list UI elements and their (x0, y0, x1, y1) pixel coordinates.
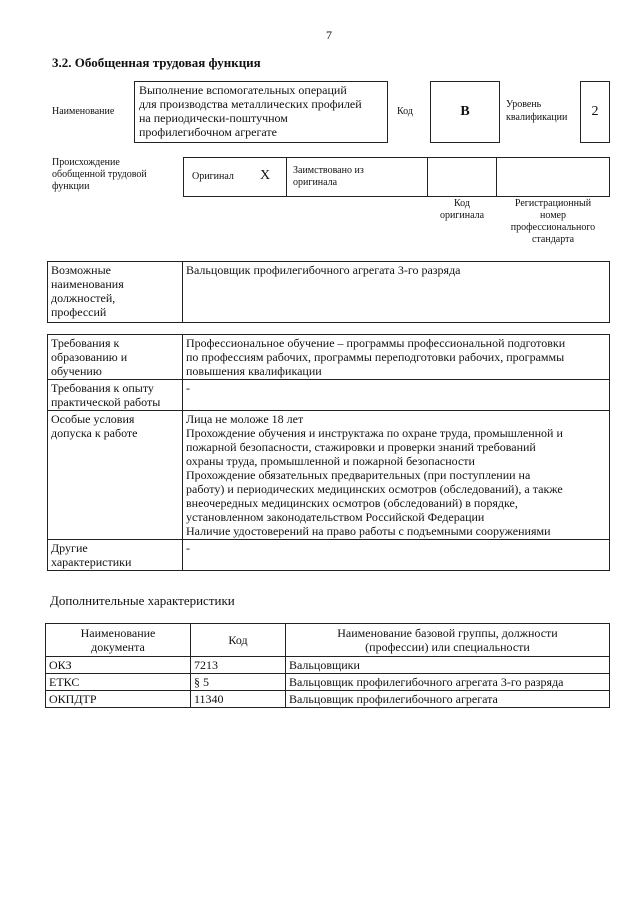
req-value-line: охраны труда, промышленной и пожарной безопасности (186, 454, 475, 468)
positions-label-line: наименования (51, 277, 124, 291)
header-doc-name (46, 624, 191, 657)
code-original-line: оригинала (439, 210, 485, 221)
header-line: документа (91, 640, 145, 654)
req-value-line: Прохождение обязательных предварительных (при поступлении на (186, 468, 531, 482)
header-group-name (286, 624, 610, 657)
req-value-line: - (186, 381, 190, 395)
table-row (48, 262, 610, 323)
header-line: Наименование базовой группы, должности (337, 626, 558, 640)
group-cell: Вальцовщик профилегибочного агрегата 3-го разряда (286, 674, 610, 691)
reg-number-line: Регистрационный (514, 198, 592, 209)
header-code (191, 624, 286, 657)
reg-number-line: стандарта (531, 234, 575, 245)
level-label-line: Уровень (506, 99, 542, 110)
table-row (48, 380, 610, 411)
level-label (506, 98, 567, 124)
level-value-box (580, 81, 610, 143)
origin-code-cell (427, 157, 497, 197)
doc-cell: ОКПДТР (46, 691, 191, 708)
origin-original-cell (183, 157, 287, 197)
req-value-line: Прохождение обучения и инструктажа по охране труда, промышленной и (186, 426, 563, 440)
table-header-row (46, 624, 610, 657)
header-line: (профессии) или специальности (365, 640, 530, 654)
req-label-line: образованию и (51, 350, 128, 364)
code-cell: 7213 (191, 657, 286, 674)
req-label-cell (48, 540, 183, 571)
positions-label-line: должностей, (51, 291, 116, 305)
req-label-cell (48, 335, 183, 380)
origin-reg-cell (496, 157, 610, 197)
origin-label-line: функции (52, 181, 90, 192)
req-value-cell (183, 335, 610, 380)
table-row (46, 674, 610, 691)
reg-number-label (496, 198, 610, 246)
req-value-line: внеочередных медицинских осмотров (обследований) в порядке, (186, 496, 518, 510)
positions-label-line: Возможные (51, 263, 111, 277)
req-label-line: Особые условия (51, 412, 135, 426)
code-cell: 11340 (191, 691, 286, 708)
req-value-cell (183, 540, 610, 571)
req-label-line: Другие (51, 541, 88, 555)
req-value-line: - (186, 541, 190, 555)
header-line: Наименование (80, 626, 156, 640)
req-value-cell (183, 380, 610, 411)
req-value-line: Наличие удостоверений на право работы с подъемными сооружениями (186, 524, 551, 538)
origin-label (52, 157, 147, 193)
borrowed-label (293, 165, 364, 189)
req-label-line: Требования к (51, 336, 120, 350)
origin-label-line: Происхождение (52, 157, 120, 168)
positions-label-cell (48, 262, 183, 323)
additional-title: Дополнительные характеристики (50, 593, 235, 608)
page-number: 7 (326, 28, 332, 42)
req-value-line: по профессиям рабочих, программы переподготовки рабочих, программы (186, 350, 565, 364)
function-name-box (134, 81, 388, 143)
positions-table (47, 261, 610, 323)
code-label: Код (397, 106, 413, 117)
borrowed-label-line: Заимствовано из (293, 165, 364, 176)
req-value-line: установленном законодательством Российской Федерации (186, 510, 485, 524)
doc-cell: ЕТКС (46, 674, 191, 691)
table-row (46, 657, 610, 674)
req-label-line: обучению (51, 364, 102, 378)
additional-table (45, 623, 610, 708)
section-title: 3.2. Обобщенная трудовая функция (52, 55, 261, 70)
req-label-cell (48, 411, 183, 540)
req-label-line: характеристики (51, 555, 132, 569)
doc-cell: ОКЗ (46, 657, 191, 674)
level-label-line: квалификации (506, 112, 568, 123)
function-name-line: на периодически-поштучном (139, 111, 288, 125)
table-row (48, 540, 610, 571)
req-label-line: практической работы (51, 395, 161, 409)
req-value-cell (183, 411, 610, 540)
reg-number-line: номер (540, 210, 566, 221)
req-value-line: работу) и периодических медицинских осмотров (обследований), а также (186, 482, 563, 496)
original-label: Оригинал (192, 171, 234, 182)
req-value-line: повышения квалификации (186, 364, 322, 378)
req-label-line: Требования к опыту (51, 381, 154, 395)
code-original-label (427, 198, 497, 222)
req-label-cell (48, 380, 183, 411)
req-value-line: Лица не моложе 18 лет (186, 412, 304, 426)
code-value: B (460, 104, 470, 119)
origin-borrowed-cell (286, 157, 428, 197)
group-cell: Вальцовщик профилегибочного агрегата (286, 691, 610, 708)
positions-value-cell: Вальцовщик профилегибочного агрегата 3-го разряда (183, 262, 610, 323)
req-value-line: пожарной безопасности, стажировки и проверки знаний требований (186, 440, 536, 454)
name-label: Наименование (52, 106, 115, 117)
function-name-line: для производства металлических профилей (139, 97, 362, 111)
function-name-line: Выполнение вспомогательных операций (139, 83, 347, 97)
table-row (48, 335, 610, 380)
origin-label-line: обобщенной трудовой (52, 169, 147, 180)
code-cell: § 5 (191, 674, 286, 691)
req-label-line: допуска к работе (51, 426, 138, 440)
function-name-line: профилегибочном агрегате (139, 125, 277, 139)
level-value: 2 (591, 104, 599, 119)
positions-label-line: профессий (51, 305, 107, 319)
table-row (46, 691, 610, 708)
reg-number-line: профессионального (510, 222, 596, 233)
req-value-line: Профессиональное обучение – программы профессиональной подготовки (186, 336, 566, 350)
group-cell: Вальцовщики (286, 657, 610, 674)
code-original-line: Код (454, 198, 470, 209)
table-row (48, 411, 610, 540)
requirements-table (47, 334, 610, 571)
original-mark: X (260, 168, 271, 183)
borrowed-label-line: оригинала (293, 177, 338, 188)
code-value-box (430, 81, 500, 143)
header-line: Код (228, 633, 248, 647)
